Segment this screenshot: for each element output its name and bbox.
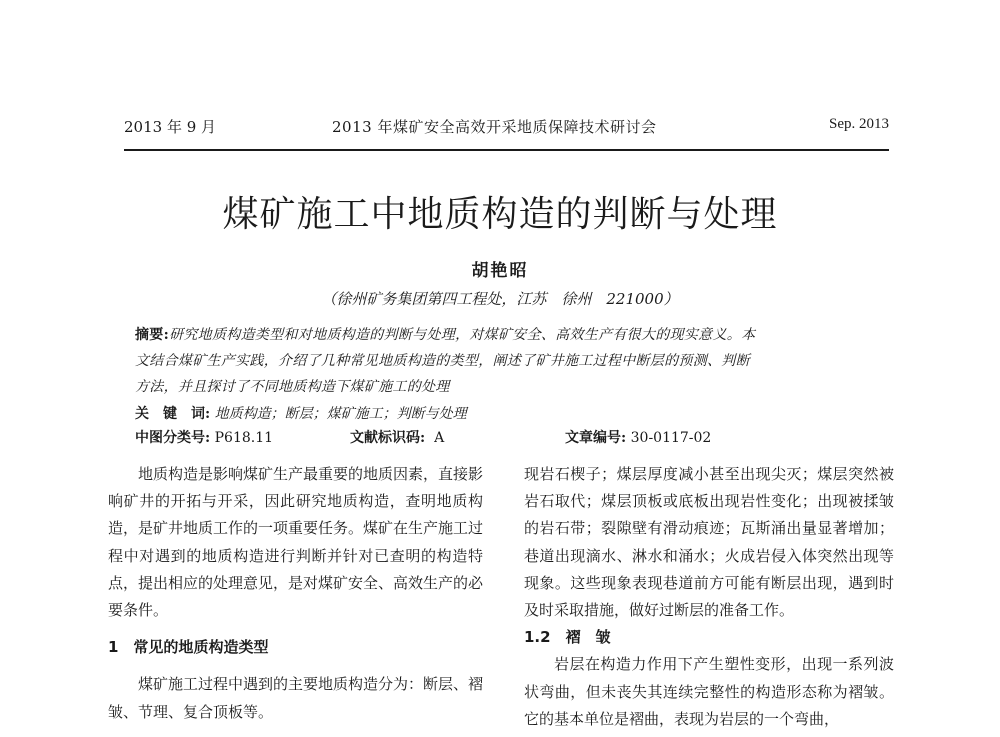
article-id-label: 文章编号: — [565, 430, 627, 446]
article-id-value: 30-0117-02 — [630, 430, 712, 446]
body-paragraph: 地质构造是影响煤矿生产最重要的地质因素，直接影响矿井的开拓与开采，因此研究地质构造，查明地质构造，是矿井地质工作的一项重要任务。煤矿在生产施工过程中对遇到的地质构造进行判断并针对已查明的构造特点，提出相应的处理意见，是对煤矿安全、高效生产的必要条件。 — [108, 465, 484, 620]
abstract-text-1: 研究地质构造类型和对地质构造的判断与处理，对煤矿安全、高效生产有很大的现实意义。本 — [169, 327, 756, 343]
author-name: 胡艳昭 — [471, 261, 529, 281]
section-heading: 1 常见的地质构造类型 — [108, 638, 269, 657]
keywords-line — [135, 403, 467, 423]
body-paragraph: 岩层在构造力作用下产生塑性变形，出现一系列波状弯曲，但未丧失其连续完整性的构造形态称为褶皱。它的基本单位是褶曲，表现为岩层的一个弯曲， — [524, 655, 894, 728]
author-affiliation: （徐州矿务集团第四工程处，江苏 徐州 221000） — [321, 290, 679, 308]
abstract-line-2: 文结合煤矿生产实践，介绍了几种常见地质构造的类型，阐述了矿井施工过程中断层的预测、判断 — [135, 353, 750, 369]
body-paragraph: 煤矿施工过程中遇到的主要地质构造分为：断层、褶皱、节理、复合顶板等。 — [108, 675, 484, 721]
header-rule — [124, 149, 889, 151]
abstract-line-1 — [135, 324, 755, 344]
body-paragraph: 现岩石楔子；煤层厚度减小甚至出现尖灭；煤层突然被岩石取代；煤层顶板或底板出现岩性变化；出现被揉皱的岩石带；裂隙壁有滑动痕迹；瓦斯涌出量显著增加；巷道出现滴水、淋水和涌水；火成岩侵入体突然出现等现象。这些现象表现巷道前方可能有断层出现，遇到时及时采取措施，做好过断层的准备工作。 — [524, 465, 894, 620]
body-left-column — [108, 461, 483, 726]
clc-label: 中图分类号: — [135, 430, 211, 446]
article-title: 煤矿施工中地质构造的判断与处理 — [222, 194, 778, 235]
abstract-line-3: 方法，并且探讨了不同地质构造下煤矿施工的处理 — [135, 379, 450, 395]
doc-code-info — [350, 427, 444, 447]
abstract-label: 摘要: — [135, 327, 170, 343]
header-date: 2013 年 9 月 — [124, 118, 217, 136]
clc-info — [135, 427, 273, 447]
clc-value: P618.11 — [214, 430, 274, 446]
header-conference: 2013 年煤矿安全高效开采地质保障技术研讨会 — [332, 118, 657, 136]
keywords-label: 关 键 词: — [135, 406, 211, 422]
header-date-en: Sep. 2013 — [829, 116, 889, 132]
doc-code-value: A — [434, 430, 445, 446]
article-id-info — [565, 427, 711, 447]
keywords-text: 地质构造；断层；煤矿施工；判断与处理 — [214, 406, 467, 422]
section-heading: 1.2 褶 皱 — [524, 628, 611, 647]
body-right-column — [524, 461, 894, 733]
doc-code-label: 文献标识码: — [350, 430, 426, 446]
